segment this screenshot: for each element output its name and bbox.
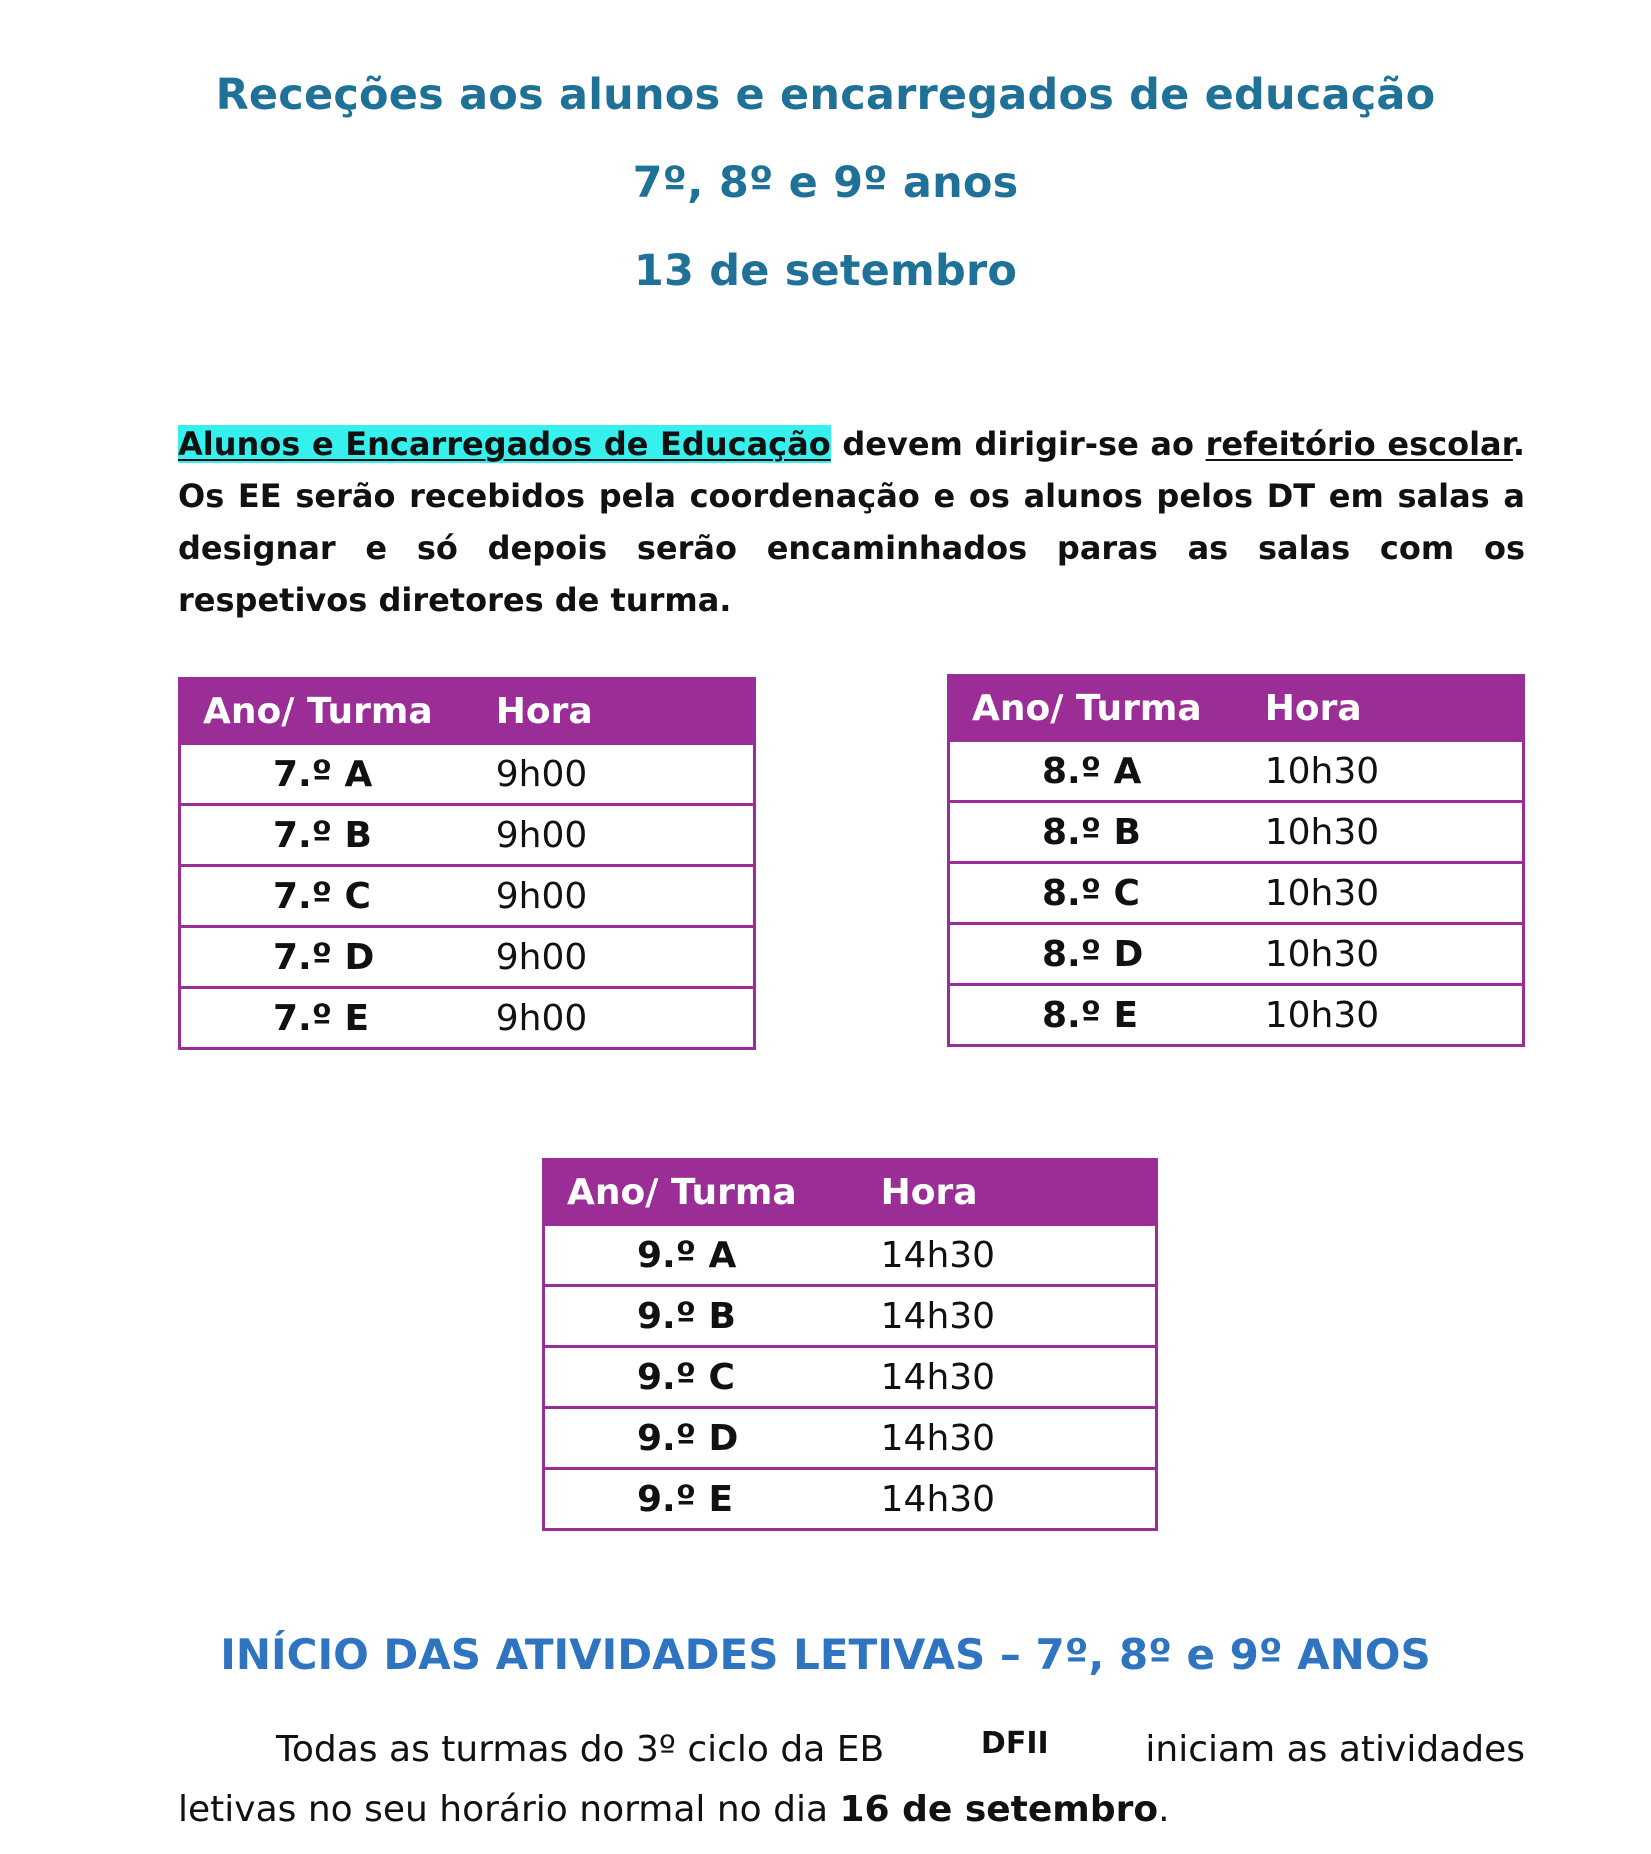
turma-cell: 7.º E [180,988,496,1049]
hora-cell: 14h30 [881,1469,1157,1530]
table-row [544,1408,1157,1469]
closing-part-1: Todas as turmas do 3º ciclo da EB [276,1729,885,1770]
hora-cell: 10h30 [1265,863,1524,924]
intro-text-2: . Os EE serão recebidos pela coordenação e os alunos pelos DT em salas a designar e só depois serão encaminhados paras as salas com os respetivos diretores de turma. [178,425,1526,619]
hora-cell: 9h00 [496,988,755,1049]
hora-cell: 10h30 [1265,741,1524,802]
table-row [180,988,755,1049]
start-date: 16 de setembro [839,1789,1159,1830]
table-row [544,1469,1157,1530]
hora-cell: 14h30 [881,1225,1157,1286]
turma-cell: 9.º C [544,1347,881,1408]
table-row [180,744,755,805]
closing-end: . [1158,1789,1170,1830]
turma-cell: 8.º A [949,741,1265,802]
hora-cell: 14h30 [881,1286,1157,1347]
school-tag: DFII [980,1726,1049,1761]
column-header-hora: Hora [881,1160,1157,1225]
column-header-turma: Ano/ Turma [544,1160,881,1225]
table-row [544,1286,1157,1347]
table-row [949,802,1524,863]
intro-highlight: Alunos e Encarregados de Educação [178,425,831,463]
schedule-table-8 [947,674,1525,1047]
table-header-row [544,1160,1157,1225]
turma-cell: 7.º A [180,744,496,805]
hora-cell: 9h00 [496,805,755,866]
table-row [544,1347,1157,1408]
table-row [949,985,1524,1046]
table-row [544,1225,1157,1286]
intro-place: refeitório escolar [1205,425,1513,463]
closing-line-1 [178,1720,1525,1780]
table-row [949,741,1524,802]
hora-cell: 10h30 [1265,924,1524,985]
turma-cell: 8.º D [949,924,1265,985]
schedule-table-9 [542,1158,1158,1531]
table-row [180,805,755,866]
table-header-row [949,676,1524,741]
closing-part-2: iniciam as atividades [1145,1729,1525,1770]
intro-paragraph [178,418,1525,626]
turma-cell: 8.º C [949,863,1265,924]
hora-cell: 10h30 [1265,985,1524,1046]
section-title: INÍCIO DAS ATIVIDADES LETIVAS – 7º, 8º e 9º ANOS [220,1630,1431,1679]
turma-cell: 8.º B [949,802,1265,863]
turma-cell: 9.º D [544,1408,881,1469]
column-header-turma: Ano/ Turma [180,679,496,744]
hora-cell: 14h30 [881,1408,1157,1469]
hora-cell: 10h30 [1265,802,1524,863]
column-header-hora: Hora [1265,676,1524,741]
closing-part-3: letivas no seu horário normal no dia [178,1789,840,1830]
turma-cell: 9.º A [544,1225,881,1286]
turma-cell: 7.º D [180,927,496,988]
hora-cell: 9h00 [496,744,755,805]
table-row [949,924,1524,985]
turma-cell: 7.º B [180,805,496,866]
column-header-hora: Hora [496,679,755,744]
schedule-table-7 [178,677,756,1050]
closing-paragraph [178,1720,1525,1840]
table-row [180,866,755,927]
turma-cell: 8.º E [949,985,1265,1046]
page-title: Receções aos alunos e encarregados de educação [215,70,1436,120]
table-row [180,927,755,988]
closing-line-2 [178,1780,1525,1840]
turma-cell: 7.º C [180,866,496,927]
hora-cell: 9h00 [496,866,755,927]
turma-cell: 9.º E [544,1469,881,1530]
table-header-row [180,679,755,744]
hora-cell: 9h00 [496,927,755,988]
date-subtitle: 13 de setembro [633,246,1018,296]
intro-text-1: devem dirigir-se ao [830,425,1206,463]
column-header-turma: Ano/ Turma [949,676,1265,741]
table-row [949,863,1524,924]
hora-cell: 14h30 [881,1347,1157,1408]
turma-cell: 9.º B [544,1286,881,1347]
grades-subtitle: 7º, 8º e 9º anos [632,158,1019,208]
